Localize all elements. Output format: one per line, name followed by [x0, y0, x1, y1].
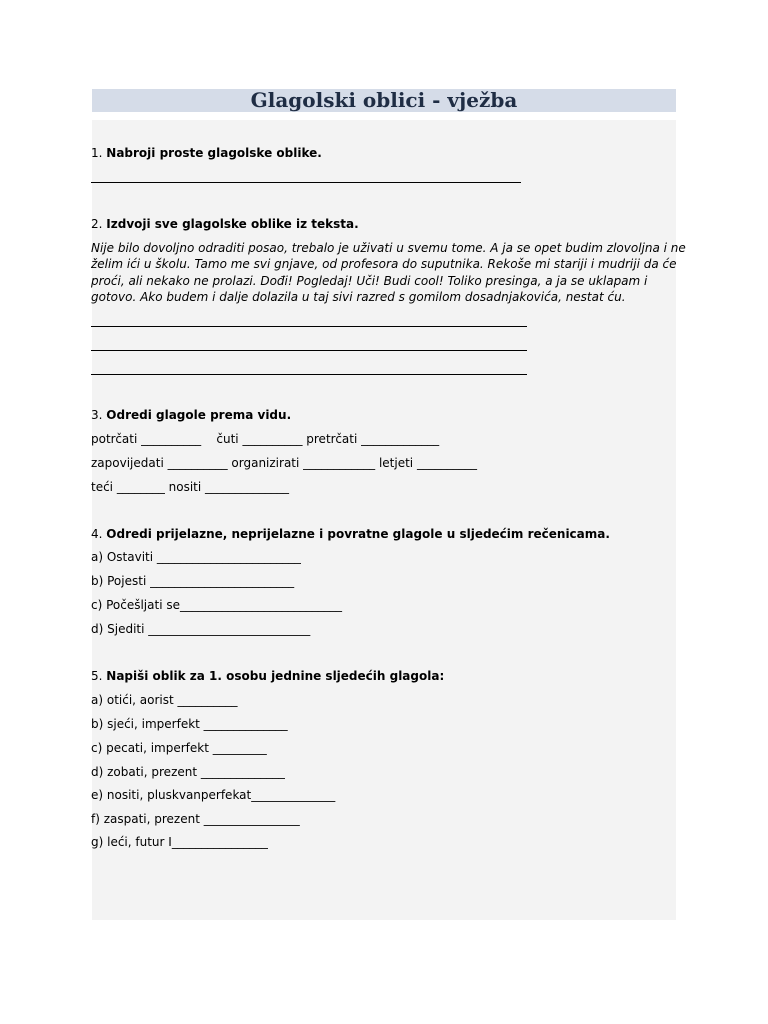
question-number: 1. — [91, 146, 103, 160]
question-text: Izdvoji sve glagolske oblike iz teksta. — [106, 217, 359, 231]
question-text: Napiši oblik za 1. osobu jednine sljedećih glagola: — [106, 669, 445, 683]
question-number: 4. — [91, 527, 103, 541]
verb-row[interactable]: teći ________ nositi ______________ — [91, 480, 290, 494]
question-number: 2. — [91, 217, 103, 231]
question-3 — [91, 407, 291, 423]
list-item[interactable]: f) zaspati, prezent ________________ — [91, 812, 300, 826]
question-text: Odredi glagole prema vidu. — [106, 408, 292, 422]
passage-line: Nije bilo dovoljno odraditi posao, trebalo je uživati u svemu tome. A ja se opet budim zlovoljna i ne — [91, 241, 686, 255]
passage-line: gotovo. Ako budem i dalje dolazila u taj sivi razred s gomilom dosadnjakovića, nestat ću. — [91, 289, 626, 304]
list-item[interactable]: b) sjeći, imperfekt ______________ — [91, 717, 288, 731]
list-item[interactable]: e) nositi, pluskvanperfekat______________ — [91, 788, 336, 802]
list-item[interactable]: a) Ostaviti ________________________ — [91, 550, 301, 564]
list-item[interactable]: c) pecati, imperfekt _________ — [91, 741, 267, 755]
question-2 — [91, 216, 359, 232]
question-text: Nabroji proste glagolske oblike. — [106, 146, 322, 160]
page-title: Glagolski oblici - vježba — [250, 88, 518, 112]
verb-row[interactable]: zapovijedati __________ organizirati ____________ letjeti __________ — [91, 456, 477, 470]
list-item[interactable]: d) Sjediti ___________________________ — [91, 622, 311, 636]
answer-line[interactable] — [91, 374, 527, 375]
question-number: 3. — [91, 408, 103, 422]
question-number: 5. — [91, 669, 103, 683]
text-passage — [91, 240, 686, 305]
passage-line: želim ići u školu. Tamo me svi gnjave, od profesora do suputnika. Rekoše mi stariji i mudriji da će — [91, 257, 677, 272]
answer-line[interactable] — [91, 350, 527, 351]
question-text: Odredi prijelazne, neprijelazne i povratne glagole u sljedećim rečenicama. — [106, 527, 610, 541]
question-1 — [91, 145, 322, 161]
question-5 — [91, 668, 444, 684]
verb-row[interactable]: potrčati __________ čuti __________ pretrčati _____________ — [91, 432, 440, 446]
list-item[interactable]: a) otići, aorist __________ — [91, 693, 238, 707]
question-4 — [91, 526, 610, 542]
list-item[interactable]: g) leći, futur I________________ — [91, 835, 268, 849]
passage-line: proći, ali nekako ne prolazi. Dođi! Pogledaj! Uči! Budi cool! Toliko presinga, a ja se uklapam i — [91, 273, 648, 288]
answer-line[interactable] — [91, 326, 527, 327]
list-item[interactable]: c) Počešljati se___________________________ — [91, 598, 342, 612]
list-item[interactable]: d) zobati, prezent ______________ — [91, 765, 285, 779]
answer-line[interactable] — [91, 182, 521, 183]
list-item[interactable]: b) Pojesti ________________________ — [91, 574, 295, 588]
